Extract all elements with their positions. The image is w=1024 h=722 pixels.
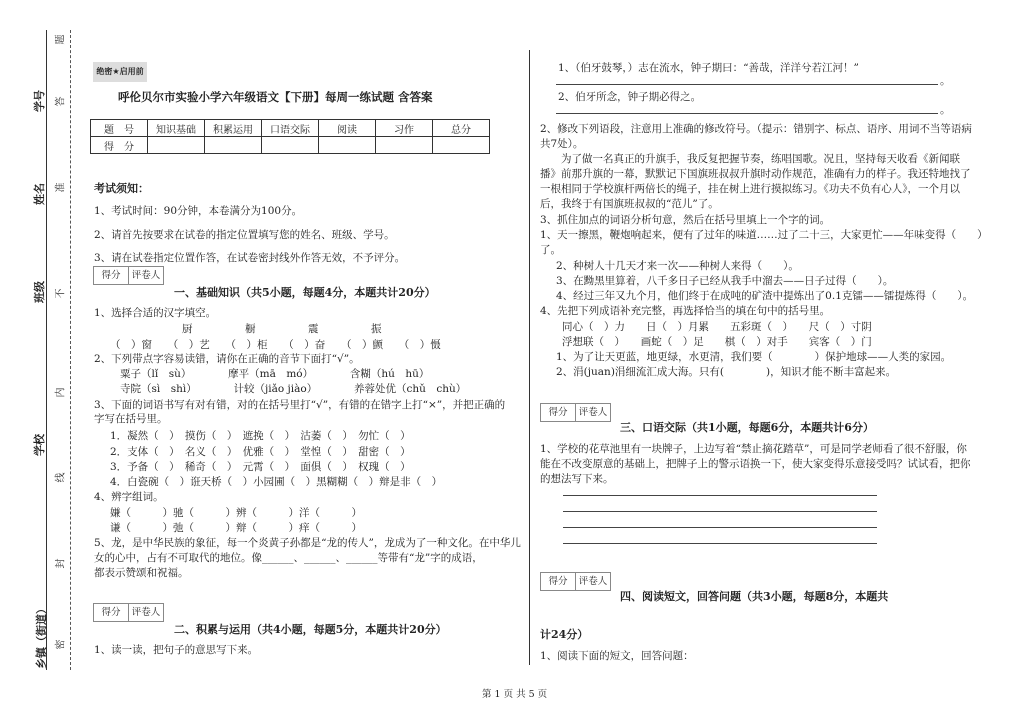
answer-line	[563, 543, 877, 544]
binding-line-outer	[46, 30, 47, 670]
s1-line: 2、下列带点字容易读错，请你在正确的音节下面打“√”。	[94, 353, 360, 365]
table-cell: 题 号	[91, 120, 148, 137]
answer-line	[563, 495, 877, 496]
s1-line: （ ）窗 （ ）艺 （ ）柜 （ ）奋 （ ）颤 （ ）慑	[110, 339, 441, 351]
s3-line: 1、学校的花草池里有一块牌子，上边写着“禁止摘花踏草”，可是同学老师看了很不舒服，你	[540, 443, 967, 455]
notice-item: 3、请在试卷指定位置作答，在试卷密封线外作答无效，不予评分。	[94, 252, 406, 264]
side-label-xuehao: 学号	[33, 90, 46, 112]
r-line: 2、种树人十几天才来一次——种树人来得（ ）。	[556, 260, 799, 272]
s3-line: 的想法写下来。	[540, 473, 614, 485]
notice-item: 2、请首先按要求在试卷的指定位置填写您的姓名、班级、学号。	[94, 229, 395, 241]
s1-line: 女的心中，占有不可取代的地位。像______、______、______等带有“龙”字的成语，	[94, 552, 483, 564]
r-line: 1、为了让天更蓝，地更绿，水更清，我们要（ ）保护地球——人类的家园。	[556, 351, 952, 363]
table-cell: 积累运用	[205, 120, 262, 137]
table-cell: 总分	[433, 120, 490, 137]
grader-reviewer-label: 评卷人	[131, 607, 161, 618]
table-cell	[319, 137, 376, 154]
table-cell	[205, 137, 262, 154]
section2-heading: 二、积累与运用（共4小题，每题5分，本题共计20分）	[174, 623, 447, 636]
answer-line	[556, 113, 938, 114]
r-line: 了。	[540, 244, 561, 256]
r-line: 4、经过三年又九个月，他们终于在成吨的矿渣中提炼出了0.1克镭——镭提炼得（ ）。	[556, 290, 974, 302]
section4-heading: 四、阅读短文，回答问题（共3小题，每题8分，本题共	[620, 590, 889, 603]
r-line: 同心（ ）力 日（ ）月累 五彩斑（ ） 尺（ ）寸阴	[562, 321, 872, 333]
notice-item: 1、考试时间：90分钟，本卷满分为100分。	[94, 205, 303, 217]
s3-line: 能在不改变原意的基础上，把牌子上的警示语换一下，使大家变得乐意接受吗？试试看，把你	[540, 458, 971, 470]
section4-heading-cont: 计24分）	[540, 628, 589, 641]
page-footer: 第 1 页 共 5 页	[482, 689, 548, 700]
table-cell	[148, 137, 205, 154]
r-line: 2、涓(juan)涓细流汇成大海。只有( )，知识才能不断丰富起来。	[556, 366, 897, 378]
grader-box	[540, 403, 611, 422]
answer-line	[563, 511, 877, 512]
s1-line: 1．凝然（ ） 摸伤（ ） 遮挽（ ） 沽萎（ ） 勿忙（ ）	[110, 430, 411, 442]
grader-box	[540, 572, 611, 591]
r-line: 为了做一名真正的升旗手，我反复把握节奏，练唱国歌。况且，坚持每天收看《新闻联	[540, 153, 960, 165]
grader-reviewer-label: 评卷人	[131, 270, 161, 281]
r-line: 。	[940, 104, 951, 116]
side-char-da: 答	[55, 96, 67, 107]
s1-line: 3、下面的词语书写有对有错，对的在括号里打“√”，有错的在错字上打“×”，并把正确的	[94, 399, 506, 411]
grader-reviewer-label: 评卷人	[578, 407, 608, 418]
column-divider	[529, 50, 530, 665]
s2-line: 1、读一读，把句子的意思写下来。	[94, 644, 259, 656]
answer-line	[563, 527, 877, 528]
s1-line: 字写在括号里。	[94, 413, 168, 425]
grader-box	[93, 603, 164, 622]
r-line: 3、抓住加点的词语分析句意，然后在括号里填上一个字的词。	[540, 214, 831, 226]
grader-score-label: 得分	[541, 404, 576, 421]
r-line: 1、（伯牙鼓琴，）志在流水，钟子期曰：“善哉，洋洋兮若江河！”	[558, 62, 859, 74]
binding-line-inner	[70, 30, 71, 670]
table-cell: 得 分	[91, 137, 148, 154]
r-line: 4、先把下列成语补充完整，再选择恰当的填在句中的括号里。	[540, 305, 831, 317]
side-char-bu: 不	[55, 288, 67, 299]
r-line: 2、修改下列语段，注意用上准确的修改符号。（提示：错别字、标点、语序、用词不当等语病	[540, 123, 972, 135]
grader-score-label: 得分	[94, 267, 129, 284]
s1-line: 寺院（sì shì） 计较（jiǎo jiào） 养蓉处优（chǔ chù）	[120, 383, 467, 395]
r-line: 一根相同于学校旗杆两倍长的绳子，挂在树上进行摸拟练习。《功夫不负有心人》，一个月以	[540, 183, 960, 195]
side-char-feng: 封	[55, 558, 67, 569]
s1-line: 1、选择合适的汉字填空。	[94, 307, 217, 319]
side-char-ti: 题	[55, 34, 67, 45]
table-cell	[433, 137, 490, 154]
table-cell	[262, 137, 319, 154]
s4-line: 1、阅读下面的短文，回答问题：	[540, 650, 694, 662]
grader-score-label: 得分	[94, 604, 129, 621]
table-cell: 知识基础	[148, 120, 205, 137]
table-cell	[376, 137, 433, 154]
s1-line: 都表示赞颂和祝福。	[94, 567, 189, 579]
s1-line: 5、龙，是中华民族的象征，每一个炎黄子孙都是“龙的传人”，龙成为了一种文化。在中华儿	[94, 537, 521, 549]
r-line: 2、伯牙所念，钟子期必得之。	[558, 91, 702, 103]
s1-line: 4．白瓷碗（ ）诳天桥（ ）小园圃（ ）黑糊糊（ ）辩是非（ ）	[110, 476, 443, 488]
s1-line: 厨 橱 震 振	[182, 323, 382, 335]
grader-score-label: 得分	[541, 573, 576, 590]
r-line: 共7处）。	[540, 138, 584, 150]
answer-line	[556, 84, 938, 85]
side-label-xuexiao: 学校	[33, 434, 46, 456]
r-line: 1、天一擦黑，鞭炮响起来，便有了过年的味道……过了二十三，大家更忙——年味变得（ ）	[540, 229, 988, 241]
r-line: 。	[940, 75, 951, 87]
side-label-xingming: 姓名	[33, 183, 46, 205]
s1-line: 谦（ ）弛（ ）辩（ ）痒（ ）	[110, 522, 362, 534]
side-label-banji: 班级	[33, 281, 46, 303]
table-row	[91, 137, 490, 154]
table-cell: 习作	[376, 120, 433, 137]
s1-line: 3．予备（ ） 稀奇（ ） 元霄（ ） 面俱（ ） 权瑰（ ）	[110, 461, 411, 473]
s1-line: 粟子（lǐ sù） 摩平（mā mó） 含糊（hú hū）	[120, 368, 430, 380]
section3-heading: 三、口语交际（共1小题，每题6分，本题共计6分）	[620, 421, 874, 434]
score-table	[90, 119, 490, 154]
table-row	[91, 120, 490, 137]
table-cell: 阅读	[319, 120, 376, 137]
side-char-xian: 线	[55, 472, 67, 483]
s1-line: 2．支体（ ） 名义（ ） 优雅（ ） 堂惶（ ） 甜密（ ）	[110, 446, 411, 458]
side-char-nei: 内	[55, 387, 67, 398]
table-cell: 口语交际	[262, 120, 319, 137]
page-title: 呼伦贝尔市实验小学六年级语文【下册】每周一练试题 含答案	[118, 90, 433, 104]
section1-heading: 一、基础知识（共5小题，每题4分，本题共计20分）	[174, 286, 436, 299]
r-line: 3、在黝黑里算着，八千多日子已经从我手中溜去——日子过得（ ）。	[556, 275, 894, 287]
grader-reviewer-label: 评卷人	[578, 576, 608, 587]
secret-stamp: 绝密★启用前	[93, 62, 147, 82]
side-label-xiangzhen: 乡镇（街道）	[35, 603, 48, 669]
r-line: 播》前那升旗的一幕，默默记下国旗班叔叔升旗时动作规范，准确有力的样子。我还特地找了	[540, 168, 971, 180]
r-line: 浮想联（ ） 画蛇（ ）足 棋（ ）对手 宾客（ ）门	[562, 336, 872, 348]
side-char-mi: 密	[55, 639, 67, 650]
s1-line: 嫌（ ）驰（ ）辨（ ）洋（ ）	[110, 507, 362, 519]
notice-heading: 考试须知：	[94, 182, 149, 195]
side-char-zhun: 准	[55, 182, 67, 193]
grader-box	[93, 266, 164, 285]
r-line: 后，我终于有国旗班叔叔的“范儿”了。	[540, 198, 719, 210]
s1-line: 4、辨字组词。	[94, 491, 164, 503]
